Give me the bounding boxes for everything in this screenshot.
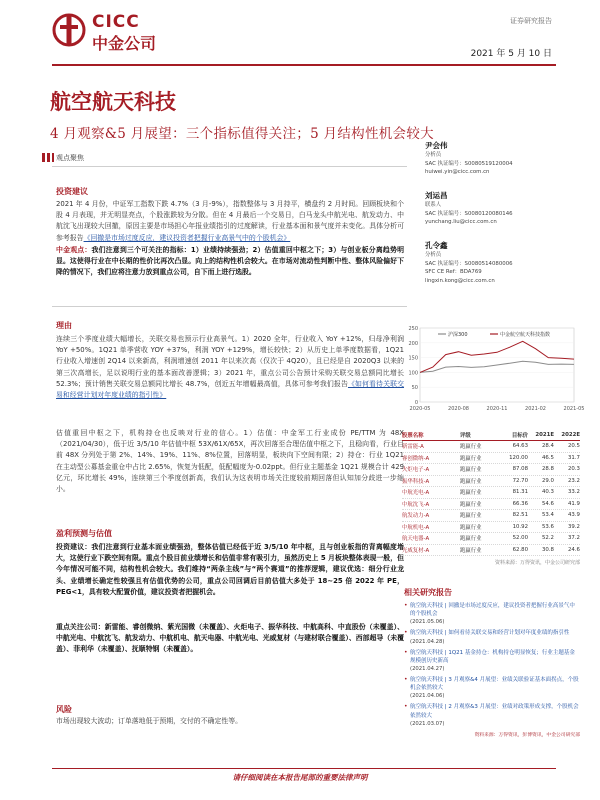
y-tick-label: 50 (411, 385, 418, 392)
related-item-date: (2021.03.07) (410, 720, 445, 727)
analyst-role: 分析员 (425, 252, 442, 258)
y-tick-label: 0 (414, 400, 418, 406)
cell-target: 66.36 (512, 500, 528, 507)
cell-rating: 跑赢行业 (460, 444, 482, 451)
sector-title: 航空航天科技 (50, 89, 176, 114)
cell-2022e: 24.6 (567, 546, 580, 553)
cell-2022e: 31.7 (567, 454, 580, 461)
cicc-view-text: 我们注意到三个可关注的指标：1）业绩持续强劲；2）估值重回中枢之下；3）与创业板分离趋势明显。这使得行业在中长期的性价比再次凸显。向上的结构性机会较大。在市场对流动性判断中性、整体风险偏好下降的情况下，我们应将注意力放到重点公司，自下而上进行选股。 (56, 246, 404, 277)
cell-stock: 睿创微纳-A (402, 455, 430, 462)
table-row (402, 487, 580, 499)
related-title: 相关研究报告 (404, 588, 452, 597)
cell-rating: 跑赢行业 (460, 490, 482, 497)
related-list (404, 602, 580, 738)
analyst-name: 刘运昌 (425, 191, 448, 200)
related-item[interactable] (404, 649, 580, 673)
analyst-card (425, 140, 575, 177)
cell-target: 81.31 (512, 489, 528, 496)
cell-stock: 新雷能-A (402, 444, 424, 451)
table-row (402, 453, 580, 465)
cell-2022e: 20.5 (567, 443, 580, 450)
rating-table (402, 430, 580, 566)
title-divider (52, 166, 407, 167)
report-type: 证券研究报告 (510, 17, 552, 25)
cell-2021e: 28.4 (541, 443, 554, 450)
risk-title: 风险 (56, 705, 72, 714)
cell-2021e: 53.6 (541, 523, 554, 530)
related-item-date: (2021.04.06) (410, 693, 445, 700)
forecast-paragraph-1 (56, 542, 404, 598)
header-divider (52, 64, 556, 66)
header-target: 目标价 (511, 433, 528, 439)
table-header (402, 430, 580, 441)
related-item-title[interactable]: • 航空航天科技 | 3 月观察&4 月展望：业绩关联验证基本面拐点，个股机会依然较大 (410, 677, 579, 692)
cell-target: 64.63 (512, 443, 528, 450)
y-tick-label: 100 (408, 370, 418, 377)
invest-report-link[interactable]: 《回撤是市场过度反应，建议投资者把握行业高景气中的个股机会》 (83, 233, 291, 242)
cicc-logo-icon (52, 13, 86, 47)
related-item[interactable] (404, 703, 580, 727)
related-item[interactable] (404, 629, 580, 645)
cell-rating: 跑赢行业 (460, 547, 482, 554)
analyst-email[interactable]: lingxin.kong@cicc.com.cn (425, 277, 495, 284)
table-row (402, 522, 580, 534)
analyst-cert: SAC 执证编号：S0080514080006 (425, 260, 513, 267)
cell-rating: 跑赢行业 (460, 513, 482, 520)
reason-paragraph-2 (56, 428, 404, 495)
table-row (402, 464, 580, 476)
tag-marker-icon (42, 153, 54, 162)
cell-2022e: 33.2 (567, 489, 580, 496)
reason-report-link[interactable]: 《如何看待关联交易和经营计划对年度业绩的指引性》 (56, 379, 405, 400)
cell-2022e: 39.2 (567, 523, 580, 530)
cell-rating: 跑赢行业 (460, 536, 482, 543)
cell-2021e: 40.3 (541, 489, 554, 496)
cicc-view-paragraph (56, 245, 404, 279)
cell-stock: 火炬电子-A (402, 467, 430, 474)
cell-stock: 航天电器-A (402, 536, 430, 543)
analyst-cert-2: SFC CE Ref：BDA769 (425, 269, 482, 275)
table-source: 资料来源：万得资讯，中金公司研究部 (494, 560, 580, 566)
cell-target: 62.80 (512, 546, 528, 553)
related-item-title[interactable]: • 航空航天科技 | 1Q21 基金持仓：机构持仓明显恢复；行业主题基金规模创历史新高 (410, 649, 575, 664)
x-tick-label: 2020-08 (448, 406, 469, 412)
reason-text-1: 连续三个季度业绩大幅增长，关联交易也预示行业高景气。1）2020 全年，行业收入 YoY +12%，归母净利润 YoY +50%。1Q21 单季营收 YOY +37%，利润 YOY +129%，增长较快；2）从历史上单季度数据看，1Q21 行业收入增速创 2Q14 以来新高，利润增速创 2011 年以来次高（仅次于 4Q20），且已经是自 2020Q3 以来的第三次高增长，足以说明行业的基本面改善逻辑；3）2021 年，重点公司公告预计采购关联交易总额同比增长 52.3%；预计销售关联交易总额同比增长 48.7%，创近五年增幅最高值，具体可参考我们报告 (56, 335, 404, 388)
analyst-name: 孔令鑫 (425, 241, 448, 250)
related-item-title[interactable]: • 航空航天科技 | 如何看待关联交易和经营计划对年度业绩的指引性 (410, 630, 570, 637)
table-row (402, 441, 580, 453)
analyst-name: 尹会伟 (425, 141, 448, 150)
report-date: 2021 年 5 月 10 日 (470, 49, 552, 59)
cell-2021e: 52.2 (541, 535, 554, 542)
x-tick-label: 2020-11 (486, 406, 508, 412)
cell-2022e: 23.2 (567, 477, 580, 484)
y-tick-label: 250 (408, 326, 418, 332)
cell-2021e: 53.4 (541, 512, 554, 519)
header-meta (471, 16, 552, 59)
cell-2021e: 30.8 (541, 546, 554, 553)
risk-paragraph (56, 716, 404, 727)
header-rating: 评级 (460, 433, 471, 439)
x-tick-label: 2020-05 (409, 406, 431, 412)
cell-2021e: 54.6 (541, 500, 554, 507)
reason-text-2: 估值重回中枢之下，机构持仓也反映对行业的信心。1）估值：中金军工行业成份 PE/TTM 为 48X（2021/04/30），低于近 3/5/10 年估值中枢 53X/61X/65X，再次回落至合理估值中枢之下，且稳向看，行业目前 48X 分列处于第 2%、14%、19%、11%、8%位置，回落明显，板块向下空间有限；2）持仓：行业 1Q21 在主动型公募基金重仓中占比 2.65%，恢复为低配，低配幅度为-0.02ppt。但行业主题基金 1Q21 规模合计 429 亿元，环比增长 49%，连续第三个季度创新高，我们认为这表明市场关注度较前期回落但认知加分歧进一步缩小。 (56, 429, 404, 494)
analyst-cert: SAC 执证编号：S0080120080146 (425, 210, 513, 217)
cell-2021e: 46.5 (541, 454, 554, 461)
table-row (402, 545, 580, 557)
risk-text: 市场出现较大波动；订单落地低于预期，交付的不确定性等。 (56, 717, 243, 725)
performance-chart (402, 322, 585, 422)
related-item-title[interactable]: • 航空航天科技 | 2 月观察&3 月展望：业绩对政策形成支撑，个股机会依然较大 (410, 704, 579, 719)
legend-label: 沪深300 (448, 332, 468, 338)
related-item-date: (2021.04.27) (410, 666, 445, 673)
y-tick-label: 200 (408, 340, 418, 347)
cell-stock: 光威复材-A (402, 547, 430, 554)
related-item[interactable] (404, 602, 580, 626)
analyst-email[interactable]: huiwei.yin@cicc.com.cn (425, 169, 490, 175)
cell-2021e: 28.8 (541, 466, 554, 473)
analyst-role: 分析员 (425, 152, 442, 158)
cell-rating: 跑赢行业 (460, 501, 482, 508)
cell-target: 10.92 (512, 523, 528, 530)
invest-paragraph (56, 199, 404, 244)
analyst-card (425, 240, 575, 285)
cell-target: 87.08 (512, 466, 528, 473)
cell-2022e: 20.3 (567, 466, 580, 473)
header-2021e: 2021E (535, 432, 554, 438)
report-tag: 观点聚焦 (56, 154, 84, 162)
logo-chinese: 中金公司 (92, 34, 157, 53)
analyst-email[interactable]: yunchang.liu@cicc.com.cn (425, 219, 497, 225)
section-divider (52, 306, 407, 307)
legal-footer: 请仔细阅读在本报告尾部的重要法律声明 (232, 773, 368, 782)
cell-target: 72.70 (512, 477, 528, 484)
related-item-date: (2021.04.28) (410, 638, 445, 645)
table-row (402, 499, 580, 511)
cicc-logo (52, 9, 202, 57)
x-tick-label: 2021-02 (525, 406, 546, 412)
cell-stock: 中航机电-A (402, 524, 430, 531)
footer-divider (52, 768, 556, 769)
related-item[interactable] (404, 676, 580, 700)
analyst-role: 联系人 (425, 202, 442, 208)
analyst-cert: SAC 执证编号：S0080519120004 (425, 160, 513, 167)
table-row (402, 533, 580, 545)
cell-target: 120.00 (509, 454, 528, 461)
series-line-0 (420, 361, 574, 372)
forecast-paragraph-2 (56, 622, 404, 656)
cell-stock: 中航沈飞-A (402, 501, 430, 508)
cicc-view-lead: 中金观点： (56, 246, 92, 254)
table-row (402, 510, 580, 522)
table-body (402, 441, 580, 556)
cell-rating: 跑赢行业 (460, 524, 482, 531)
related-item-title[interactable]: • 航空航天科技 | 回撤是市场过度反应，建议投资者把握行业高景气中的个股机会 (410, 603, 575, 618)
reason-paragraph-1 (56, 334, 404, 401)
cell-2022e: 43.9 (567, 512, 580, 519)
cell-rating: 跑赢行业 (460, 455, 482, 462)
cell-stock: 航发动力-A (402, 513, 430, 520)
header-2022e: 2022E (561, 432, 580, 438)
cell-2022e: 37.2 (567, 535, 580, 542)
forecast-text-2: 重点关注公司：新雷能、睿创微纳、紫光国微（未覆盖）、火炬电子、振华科技、中航高科、中直股份（未覆盖）、中航光电、中航沈飞、航发动力、中航机电、航天电器、中航光电、光威复材（与建材联合覆盖）、西部超导（未覆盖）、菲利华（未覆盖）、抚顺特钢（未覆盖）。 (56, 623, 404, 654)
analyst-card (425, 190, 575, 227)
cell-stock: 振华科技-A (402, 478, 430, 485)
cell-2022e: 41.9 (567, 500, 580, 507)
table-row (402, 476, 580, 488)
cell-target: 52.00 (512, 535, 528, 542)
cell-target: 82.51 (512, 512, 528, 519)
header-stock: 股票名称 (402, 433, 424, 439)
cell-2021e: 29.0 (541, 477, 554, 484)
logo-english: CICC (92, 12, 140, 32)
related-source: 资料来源：万得资讯，彭博资讯，中金公司研究部 (474, 732, 580, 738)
reason-title: 理由 (56, 321, 72, 330)
cell-rating: 跑赢行业 (460, 478, 482, 485)
cell-rating: 跑赢行业 (460, 467, 482, 474)
forecast-text-1: 投资建议：我们注意到行业基本面业绩强劲，整体估值已经低于近 3/5/10 年中枢，且与创业板指的背离幅度增大，这使行业下跌空间有限。重点个股目前业绩增长和估值非常有吸引力，虽然历史上 5 月板块整体表现一般，但今年情况可能不同，结构性机会较大。我们维持“两条主线”与“两个赛道”的推荐逻辑，建议优选：细分行业龙头、业绩增长确定性较强且有估值优势的公司，重点公司回调后目前估值大多处于 18~25 倍 2022 年 PE，PEG<1，具有较大配置价值，建议投资者把握机会。 (56, 543, 404, 596)
invest-title: 投资建议 (56, 187, 88, 196)
x-tick-label: 2021-05 (563, 406, 585, 412)
forecast-title: 盈利预测与估值 (56, 529, 112, 538)
cell-stock: 中航光电-A (402, 490, 430, 497)
related-item-date: (2021.05.06) (410, 619, 445, 626)
report-headline: 4 月观察&5 月展望：三个指标值得关注；5 月结构性机会较大 (50, 126, 434, 142)
legend-label: 中金航空航天科技指数 (500, 332, 551, 338)
y-tick-label: 150 (408, 355, 418, 362)
invest-text: 2021 年 4 月份，中证军工指数下跌 4.7%（3 月-9%），指数整体与 3 月持平，横盘约 2 月时间。回顾板块和个股 4 月表现，并无明显亮点，个股涨跌较为分散。但在 4 月最后一个交易日，白马龙头中航光电、航发动力、中航沈飞出现较大回撤，原因主要是市场担心年报业绩指引的过度解读，行业基本面和景气度并未变化。具体分析可参考报告 (56, 200, 404, 242)
